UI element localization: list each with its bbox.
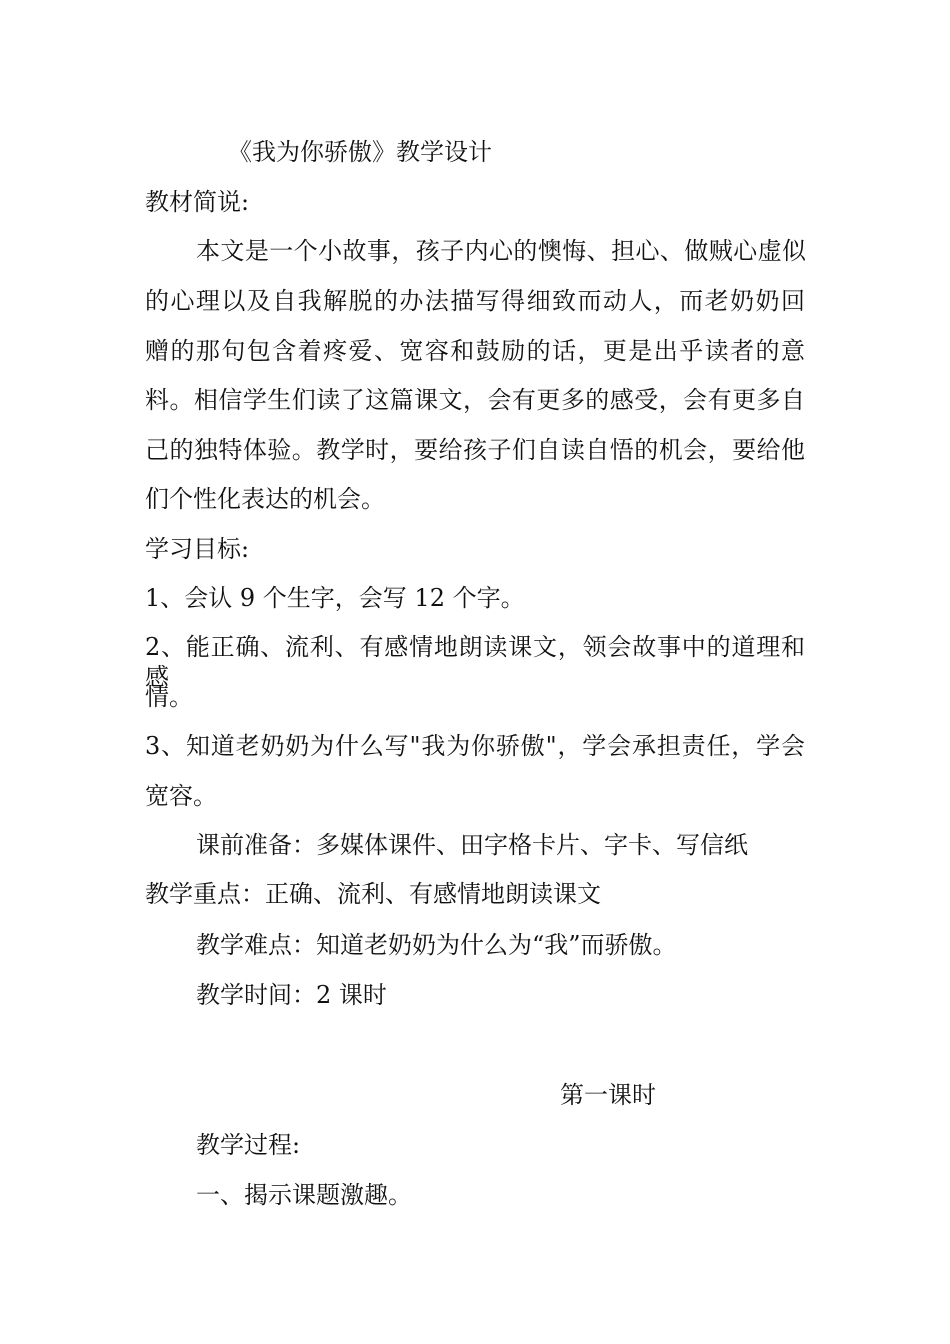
- paragraph-line: 料。相信学生们读了这篇课文，会有更多的感受，会有更多自: [145, 386, 805, 414]
- goal-item-3: 3、知道老奶奶为什么写"我为你骄傲"，学会承担责任，学会: [145, 732, 805, 760]
- section-heading-goals: 学习目标:: [145, 535, 250, 563]
- goal-item-1: 1、会认 9 个生字，会写 12 个字。: [145, 584, 525, 612]
- goal-item-3-continued: 宽容。: [145, 782, 217, 810]
- time-line: 教学时间：2 课时: [196, 981, 387, 1009]
- paragraph-line: 们个性化表达的机会。: [145, 485, 385, 513]
- document-title: 《我为你骄傲》教学设计: [228, 138, 492, 166]
- section-heading-materials: 教材简说:: [145, 188, 250, 216]
- lesson-heading: 第一课时: [560, 1081, 656, 1109]
- process-step-1: 一、揭示课题激趣。: [196, 1181, 412, 1209]
- paragraph-line: 赠的那句包含着疼爱、宽容和鼓励的话，更是出乎读者的意: [145, 337, 805, 365]
- key-point-line: 教学重点：正确、流利、有感情地朗读课文: [145, 880, 601, 908]
- paragraph-line: 己的独特体验。教学时，要给孩子们自读自悟的机会，要给他: [145, 436, 805, 464]
- goal-item-2-continued: 情。: [145, 683, 193, 711]
- preparation-line: 课前准备：多媒体课件、田字格卡片、字卡、写信纸: [196, 831, 748, 859]
- goal-item-2: 2、能正确、流利、有感情地朗读课文，领会故事中的道理和感: [145, 633, 805, 691]
- difficulty-line: 教学难点：知道老奶奶为什么为“我”而骄傲。: [196, 931, 677, 959]
- paragraph-line: 本文是一个小故事，孩子内心的懊悔、担心、做贼心虚似: [196, 237, 806, 265]
- paragraph-line: 的心理以及自我解脱的办法描写得细致而动人，而老奶奶回: [145, 287, 805, 315]
- process-heading: 教学过程:: [196, 1131, 301, 1159]
